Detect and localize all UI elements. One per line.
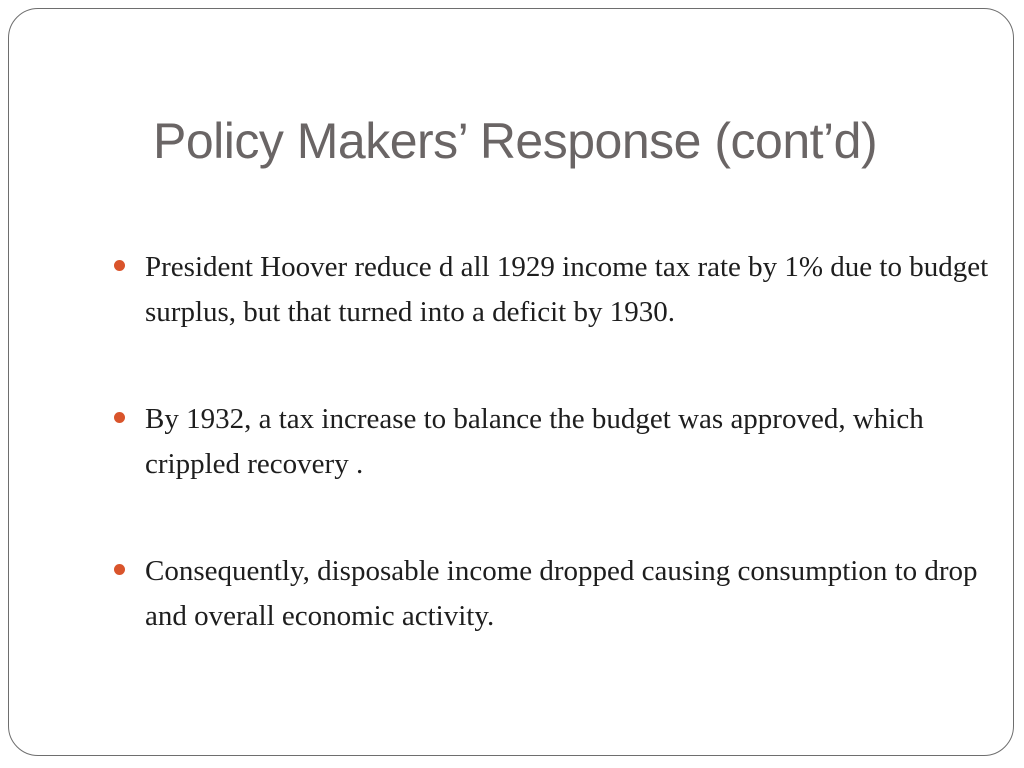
bullet-list bbox=[113, 245, 993, 639]
bullet-item bbox=[113, 549, 993, 639]
bullet-item bbox=[113, 245, 993, 335]
bullet-dot-icon bbox=[114, 412, 125, 423]
bullet-dot-icon bbox=[114, 564, 125, 575]
bullet-text: President Hoover reduce d all 1929 income tax rate by 1% due to budget surplus, but that turned into a deficit by 1930. bbox=[145, 251, 989, 328]
bullet-dot-icon bbox=[114, 260, 125, 271]
slide-frame bbox=[8, 8, 1014, 756]
bullet-item bbox=[113, 397, 993, 487]
bullet-text: Consequently, disposable income dropped causing consumption to drop and overall economic activity. bbox=[145, 555, 978, 632]
slide-title: Policy Makers’ Response (cont’d) bbox=[153, 113, 878, 169]
bullet-text: By 1932, a tax increase to balance the budget was approved, which crippled recovery . bbox=[145, 403, 924, 480]
